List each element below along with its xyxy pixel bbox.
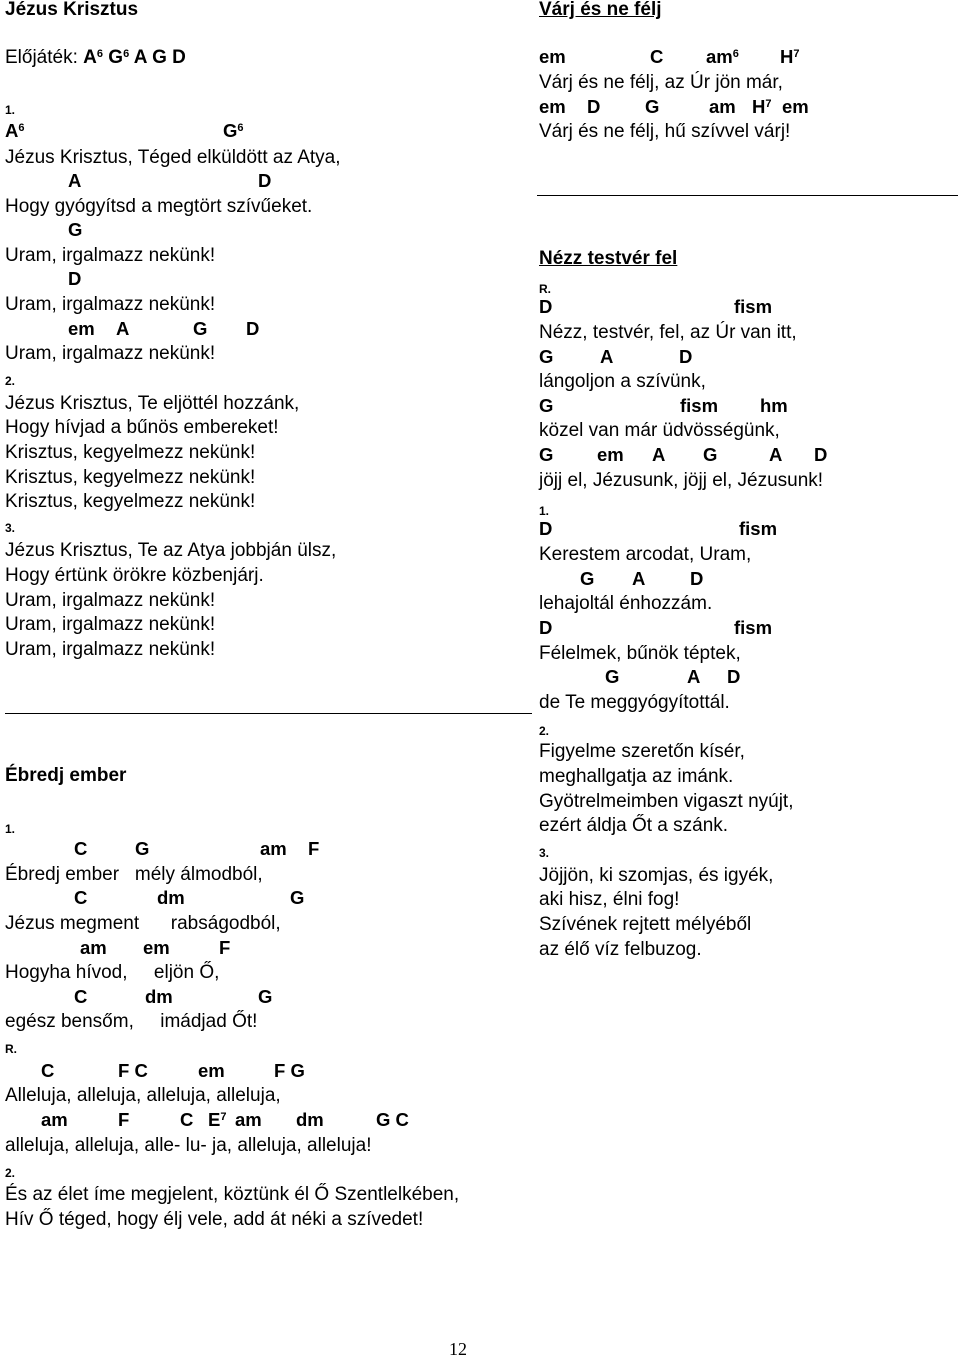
- chord: C: [41, 1060, 55, 1081]
- lyric-line: Kerestem arcodat, Uram,: [539, 544, 752, 565]
- lyric-line: Uram, irgalmazz nekünk!: [5, 294, 216, 315]
- verse-number: 2.: [5, 374, 16, 388]
- chord: A: [769, 444, 783, 465]
- chord: F G: [274, 1060, 305, 1081]
- chord: $H^7$: [752, 96, 772, 117]
- lyric-line: az élő víz felbuzog.: [539, 939, 702, 960]
- lyric-line: Jézus Krisztus, Téged elküldött az Atya,: [5, 147, 341, 168]
- lyric-line: Uram, irgalmazz nekünk!: [5, 245, 216, 266]
- lyric-line: Szívének rejtett mélyéből: [539, 914, 752, 935]
- verse-number: 1.: [539, 504, 550, 518]
- lyric-line: Jézus Krisztus, Te eljöttél hozzánk,: [5, 393, 300, 414]
- lyric-line: Jézus Krisztus, Te az Atya jobbján ülsz,: [5, 540, 337, 561]
- lyric-line: lángoljon a szívünk,: [539, 371, 706, 392]
- lyric-line: ezért áldja Őt a szánk.: [539, 815, 729, 836]
- lyric-line: Ébredj ember mély álmodból,: [5, 864, 263, 885]
- chord: G: [258, 986, 273, 1007]
- chord: $A^6$: [5, 120, 25, 141]
- verse-number: 1.: [5, 103, 16, 117]
- chord: G: [290, 887, 305, 908]
- lyric-line: közel van már üdvösségünk,: [539, 420, 780, 441]
- chord: em: [68, 318, 95, 339]
- chord: G: [539, 395, 554, 416]
- lyric-line: Uram, irgalmazz nekünk!: [5, 639, 216, 660]
- lyric-line: Alleluja, alleluja, alleluja, alleluja,: [5, 1085, 281, 1106]
- verse-number: 3.: [5, 521, 16, 535]
- chord: D: [679, 346, 693, 367]
- lyric-line: Hogyha hívod, eljön Ő,: [5, 962, 220, 983]
- chord: am: [80, 937, 107, 958]
- chord: G: [703, 444, 718, 465]
- lyric-line: Krisztus, kegyelmezz nekünk!: [5, 467, 256, 488]
- lyric-line: Uram, irgalmazz nekünk!: [5, 590, 216, 611]
- chord: G: [539, 444, 554, 465]
- chord: fism: [734, 617, 773, 638]
- verse-number: 3.: [539, 846, 550, 860]
- chord: am: [709, 96, 736, 117]
- chord: em: [198, 1060, 225, 1081]
- chord: $E^7$: [208, 1109, 227, 1130]
- chord: fism: [739, 518, 778, 539]
- chord: hm: [760, 395, 788, 416]
- lyric-line: Félelmek, bűnök téptek,: [539, 643, 741, 664]
- intro-chords: $A^6$ $G^6$ A G D: [83, 47, 186, 68]
- chord: em: [539, 96, 566, 117]
- chord: D: [690, 568, 704, 589]
- chord: A: [68, 170, 82, 191]
- page-number: 12: [449, 1339, 467, 1359]
- chord: G: [645, 96, 660, 117]
- lyric-line: Várj és ne félj, az Úr jön már,: [539, 72, 783, 93]
- chord: G: [193, 318, 208, 339]
- chord: C: [180, 1109, 194, 1130]
- chord: G: [539, 346, 554, 367]
- refrain-label: R.: [539, 282, 551, 296]
- chord: $H^7$: [780, 46, 800, 67]
- chord: am: [235, 1109, 262, 1130]
- chord: am: [41, 1109, 68, 1130]
- chord: D: [539, 296, 553, 317]
- lyric-line: Hogy hívjad a bűnös embereket!: [5, 417, 279, 438]
- chord: C: [650, 46, 664, 67]
- chord: A: [687, 666, 701, 687]
- lyric-line: jöjj el, Jézusunk, jöjj el, Jézusunk!: [539, 470, 824, 491]
- chord: dm: [145, 986, 173, 1007]
- chord: A: [600, 346, 614, 367]
- chord: fism: [734, 296, 773, 317]
- chord: G C: [376, 1109, 409, 1130]
- chord: fism: [680, 395, 719, 416]
- lyric-line: Hív Ő téged, hogy élj vele, add át néki a szívedet!: [5, 1209, 424, 1230]
- lyric-line: És az élet íme megjelent, köztünk él Ő Szentlelkében,: [5, 1184, 460, 1205]
- chord: G: [135, 838, 150, 859]
- refrain-label: R.: [5, 1042, 17, 1056]
- lyric-line: Uram, irgalmazz nekünk!: [5, 343, 216, 364]
- song-title: Jézus Krisztus: [5, 0, 139, 20]
- chord: D: [258, 170, 272, 191]
- section-divider: [5, 713, 532, 714]
- lyric-line: de Te meggyógyítottál.: [539, 692, 730, 713]
- chord: em: [597, 444, 624, 465]
- chord: D: [539, 518, 553, 539]
- chord: G: [605, 666, 620, 687]
- chord: F C: [118, 1060, 148, 1081]
- lyric-line: Jöjjön, ki szomjas, és igyék,: [539, 865, 774, 886]
- chord: G: [580, 568, 595, 589]
- chord: dm: [296, 1109, 324, 1130]
- section-divider: [537, 195, 958, 196]
- chord: F: [308, 838, 320, 859]
- verse-number: 2.: [539, 724, 550, 738]
- verse-number: 1.: [5, 822, 16, 836]
- song-title: Ébredj ember: [5, 765, 127, 786]
- lyric-line: lehajoltál énhozzám.: [539, 593, 713, 614]
- lyric-line: aki hisz, élni fog!: [539, 889, 680, 910]
- chord: $G^6$: [223, 120, 244, 141]
- chord: D: [246, 318, 260, 339]
- chord: C: [74, 887, 88, 908]
- chord: A: [632, 568, 646, 589]
- lyric-line: Krisztus, kegyelmezz nekünk!: [5, 442, 256, 463]
- lyric-line: Várj és ne félj, hű szívvel várj!: [539, 121, 791, 142]
- chord: C: [74, 986, 88, 1007]
- song-title: Várj és ne félj: [539, 0, 662, 20]
- chord: D: [727, 666, 741, 687]
- chord: em: [143, 937, 170, 958]
- song-title: Nézz testvér fel: [539, 248, 678, 269]
- chord: em: [539, 46, 566, 67]
- lyric-line: Uram, irgalmazz nekünk!: [5, 614, 216, 635]
- lyric-line: meghallgatja az imánk.: [539, 766, 734, 787]
- chord: em: [782, 96, 809, 117]
- lyric-line: Gyötrelmeimben vigaszt nyújt,: [539, 791, 794, 812]
- lyric-line: egész bensőm, imádjad Őt!: [5, 1011, 258, 1032]
- chord: A: [652, 444, 666, 465]
- lyric-line: Hogy gyógyítsd a megtört szívűeket.: [5, 196, 313, 217]
- lyric-line: Jézus megment rabságodból,: [5, 913, 281, 934]
- chord: D: [68, 268, 82, 289]
- lyric-line: Nézz, testvér, fel, az Úr van itt,: [539, 322, 797, 343]
- chord: G: [68, 219, 83, 240]
- lyric-line: Figyelme szeretőn kísér,: [539, 741, 745, 762]
- chord: D: [587, 96, 601, 117]
- chord: D: [539, 617, 553, 638]
- intro-line: [5, 48, 186, 67]
- chord: F: [219, 937, 231, 958]
- lyric-line: alleluja, alleluja, alle- lu- ja, alleluja, alleluja!: [5, 1135, 372, 1156]
- chord: dm: [157, 887, 185, 908]
- intro-label: Előjáték:: [5, 47, 78, 68]
- lyric-line: Krisztus, kegyelmezz nekünk!: [5, 491, 256, 512]
- chord: $am^6$: [706, 46, 739, 67]
- verse-number: 2.: [5, 1166, 16, 1180]
- chord: C: [74, 838, 88, 859]
- lyric-line: Hogy értünk örökre közbenjárj.: [5, 565, 264, 586]
- chord: D: [814, 444, 828, 465]
- chord: am: [260, 838, 287, 859]
- chord: A: [116, 318, 130, 339]
- chord: F: [118, 1109, 130, 1130]
